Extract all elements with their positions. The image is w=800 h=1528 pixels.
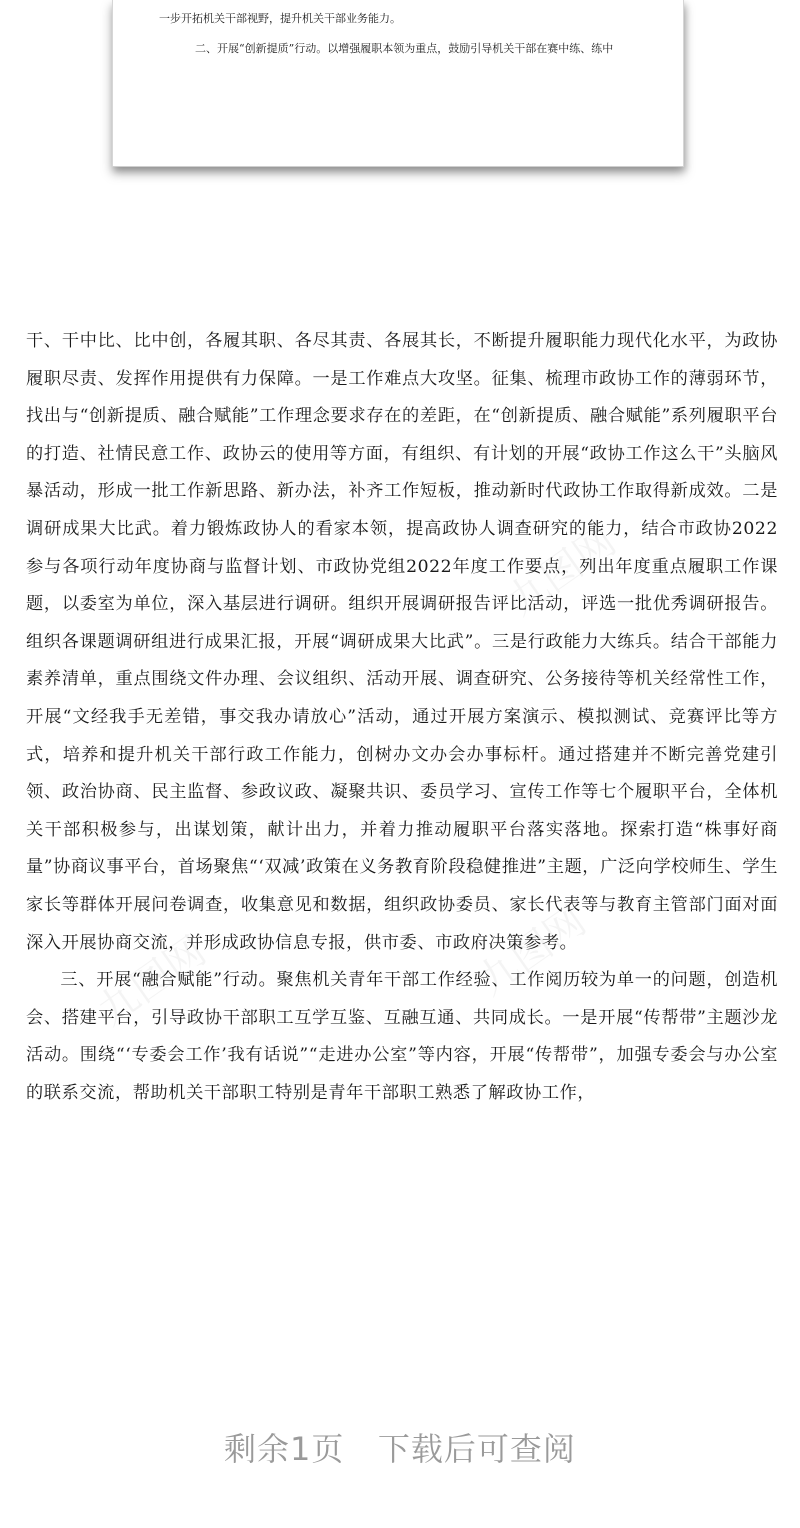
remaining-pages-download-prompt[interactable]: 剩余1页 下载后可查阅 — [224, 1430, 576, 1468]
preview-line-1: 一步开拓机关干部视野，提升机关干部业务能力。 — [159, 12, 401, 25]
preview-line-2: 二、开展“创新提质”行动。以增强履职本领为重点，鼓励引导机关干部在赛中练、练中 — [195, 42, 614, 55]
body-paragraph: 干、干中比、比中创，各履其职、各尽其责、各展其长，不断提升履职能力现代化水平，为政协履职尽责、发挥作用提供有力保障。一是工作难点大攻坚。征集、梳理市政协工作的薄弱环节，找出与“创新提质、融合赋能”工作理念要求存在的差距，在“创新提质、融合赋能”系列履职平台的打造、社情民意工作、政协云的使用等方面，有组织、有计划的开展“政协工作这么干”头脑风暴活动，形成一批工作新思路、新办法，补齐工作短板，推动新时代政协工作取得新成效。二是调研成果大比武。着力锻炼政协人的看家本领，提高政协人调查研究的能力，结合市政协2022参与各项行动年度协商与监督计划、市政协党组2022年度工作要点，列出年度重点履职工作课题，以委室为单位，深入基层进行调研。组织开展调研报告评比活动，评选一批优秀调研报告。组织各课题调研组进行成果汇报，开展“调研成果大比武”。三是行政能力大练兵。结合干部能力素养清单，重点围绕文件办理、会议组织、活动开展、调查研究、公务接待等机关经常性工作，开展“文经我手无差错，事交我办请放心”活动，通过开展方案演示、模拟测试、竞赛评比等方式，培养和提升机关干部行政工作能力，创树办文办会办事标杆。通过搭建并不断完善党建引领、政治协商、民主监督、参政议政、凝聚共识、委员学习、宣传工作等七个履职平台，全体机关干部积极参与，出谋划策，献计出力，并着力推动履职平台落实落地。探索打造“株事好商量”协商议事平台，首场聚焦“‘双减’政策在义务教育阶段稳健推进”主题，广泛向学校师生、学生家长等群体开展问卷调查，收集意见和数据，组织政协委员、家长代表等与教育主管部门面对面深入开展协商交流，并形成政协信息专报，供市委、市政府决策参考。 — [26, 331, 778, 953]
document-body — [26, 323, 778, 1112]
body-paragraph: 三、开展“融合赋能”行动。聚焦机关青年干部工作经验、工作阅历较为单一的问题，创造机会、搭建平台，引导政协干部职工互学互鉴、互融互通、共同成长。一是开展“传帮带”主题沙龙活动。围绕“‘专委会工作’我有话说”“走进办公室”等内容，开展“传帮带”，加强专委会与办公室的联系交流，帮助机关干部职工特别是青年干部职工熟悉了解政协工作， — [26, 970, 778, 1103]
document-preview-card — [112, 0, 684, 167]
